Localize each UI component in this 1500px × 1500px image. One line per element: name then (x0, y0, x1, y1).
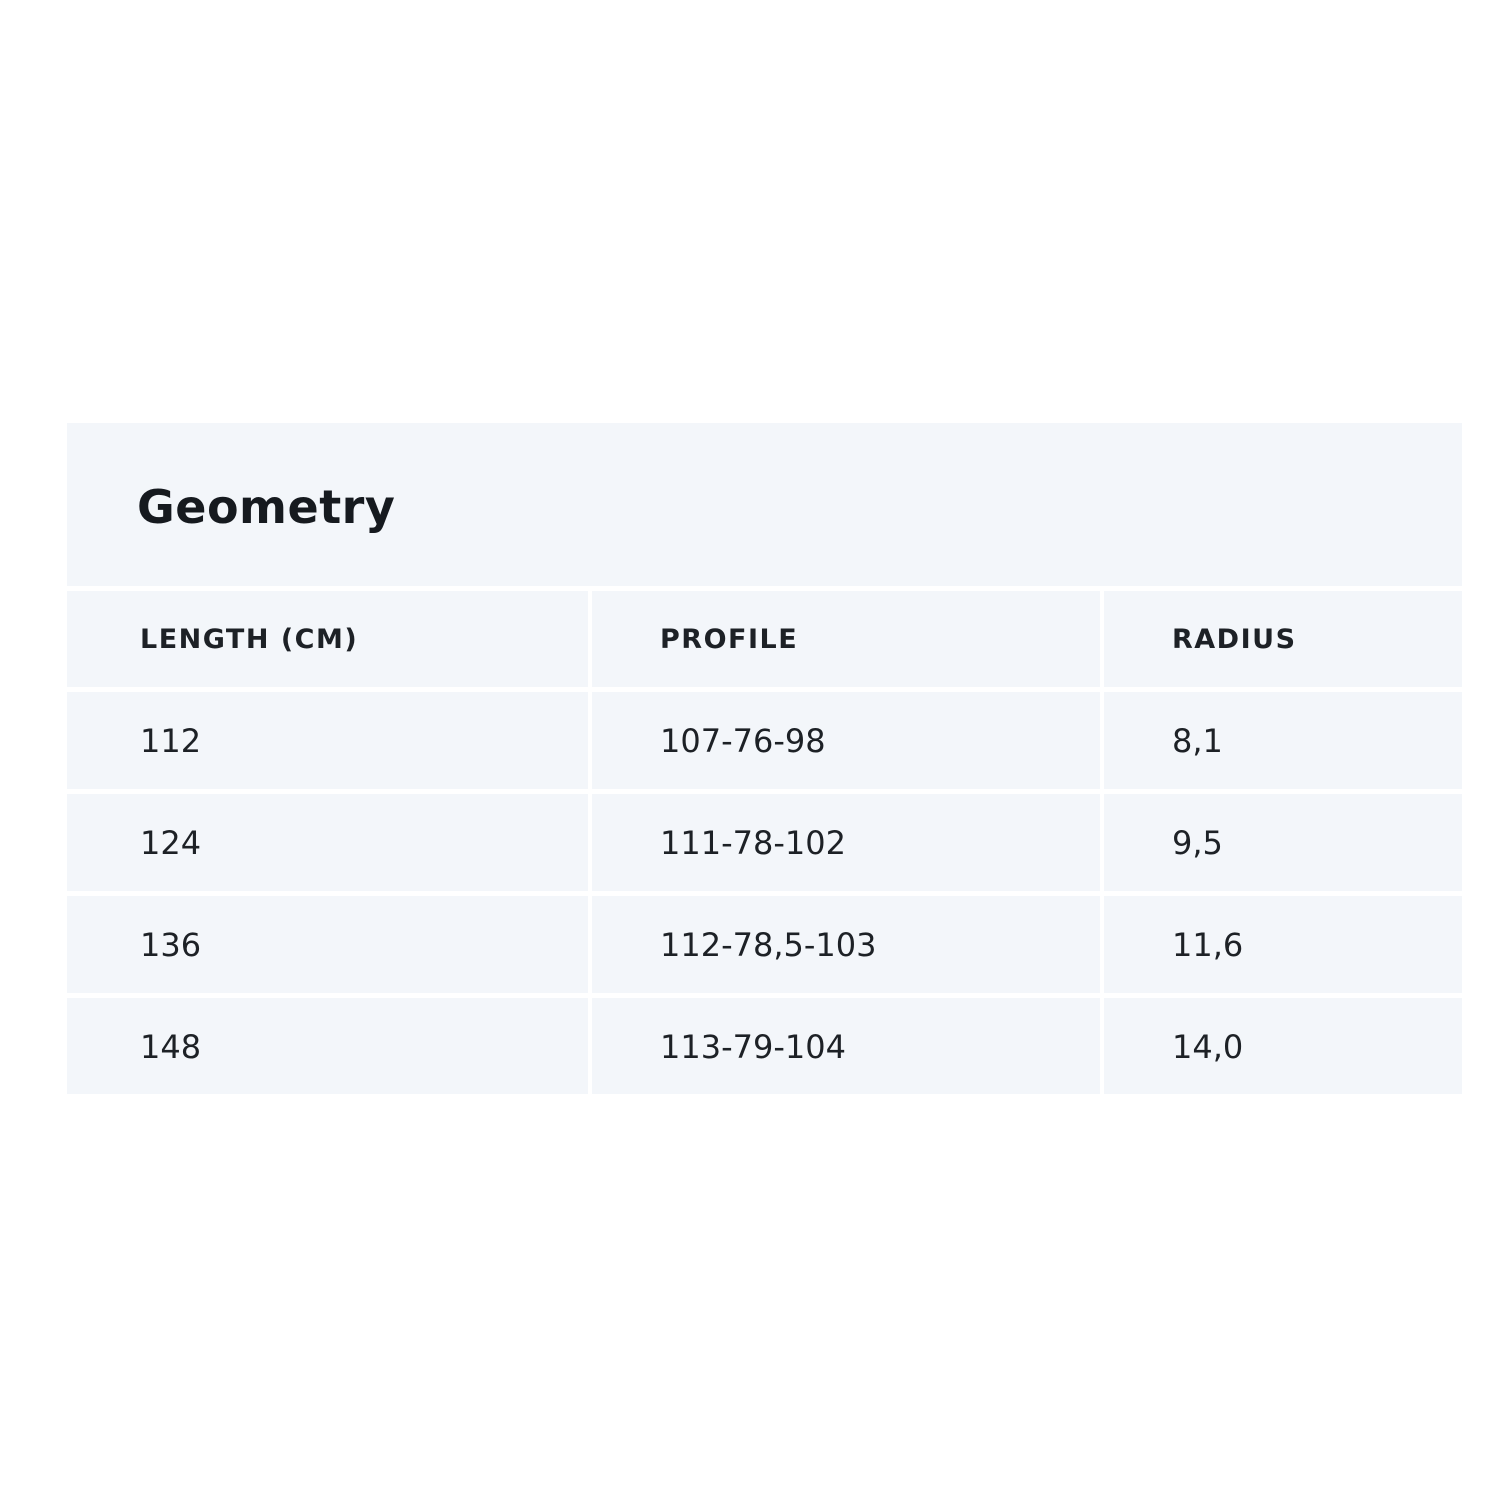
cell-profile: 107-76-98 (588, 687, 1100, 789)
cell-length: 148 (67, 993, 588, 1095)
cell-radius: 11,6 (1100, 891, 1462, 993)
cell-profile: 113-79-104 (588, 993, 1100, 1095)
table-row (67, 891, 1462, 993)
cell-radius: 8,1 (1100, 687, 1462, 789)
geometry-panel (67, 423, 1462, 1094)
column-header-length: LENGTH (CM) (67, 586, 588, 687)
geometry-table (67, 586, 1462, 1095)
cell-length: 112 (67, 687, 588, 789)
table-header-row (67, 586, 1462, 687)
section-title: Geometry (137, 480, 396, 534)
table-row (67, 789, 1462, 891)
cell-radius: 9,5 (1100, 789, 1462, 891)
cell-length: 136 (67, 891, 588, 993)
column-header-radius: RADIUS (1100, 586, 1462, 687)
cell-profile: 111-78-102 (588, 789, 1100, 891)
column-header-profile: PROFILE (588, 586, 1100, 687)
cell-profile: 112-78,5-103 (588, 891, 1100, 993)
cell-radius: 14,0 (1100, 993, 1462, 1095)
cell-length: 124 (67, 789, 588, 891)
table-row (67, 687, 1462, 789)
table-row (67, 993, 1462, 1095)
